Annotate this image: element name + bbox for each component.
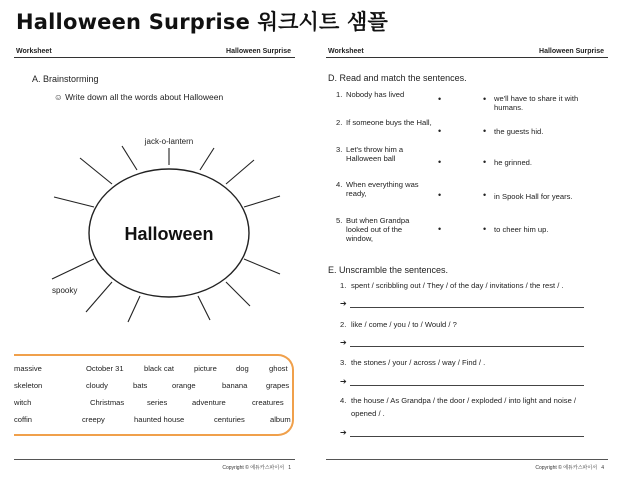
word-bank-word: October 31 <box>86 364 124 373</box>
match-left-text: Nobody has lived <box>346 90 405 99</box>
match-left-text: Let's throw him a Halloween ball <box>346 145 404 163</box>
unscramble-text: like / come / you / to / Would / ? <box>351 320 457 329</box>
spoke <box>244 259 280 274</box>
section-title-match: D. Read and match the sentences. <box>328 73 467 83</box>
spoke-word-left: spooky <box>52 286 78 295</box>
word-bank-word: black cat <box>144 364 174 373</box>
match-dot-left[interactable]: • <box>438 190 442 200</box>
match-dot-left[interactable]: • <box>438 126 442 136</box>
arrow-icon: ➔ <box>340 338 347 347</box>
page-number: 1 <box>288 465 291 471</box>
word-bank-word: adventure <box>192 398 226 407</box>
match-number: 4. <box>336 180 343 189</box>
unscramble-number: 4. <box>340 396 347 405</box>
unscramble-text: spent / scribbling out / They / of the day / invitations / the rest / . <box>351 281 564 290</box>
answer-line[interactable] <box>350 346 584 347</box>
match-number: 5. <box>336 216 343 225</box>
spoke <box>128 296 140 322</box>
unscramble-text: the stones / your / across / way / Find / . <box>351 358 486 367</box>
match-number: 3. <box>336 145 343 154</box>
match-right-text: in Spook Hall for years. <box>494 192 573 201</box>
match-left-text: If someone buys the Hall, <box>346 118 432 127</box>
word-bank-word: dog <box>236 364 249 373</box>
match-dot-right[interactable]: • <box>483 126 487 136</box>
page-title: Halloween Surprise 워크시트 샘플 <box>16 10 389 34</box>
page-footer <box>14 459 295 472</box>
match-right-text: he grinned. <box>494 158 532 167</box>
match-number: 1. <box>336 90 343 99</box>
word-bank-word: skeleton <box>14 381 43 390</box>
word-bank-word: creepy <box>82 415 105 424</box>
center-word: Halloween <box>124 224 214 244</box>
page-number: 4 <box>601 465 604 471</box>
word-bank-word: haunted house <box>134 415 185 424</box>
spoke <box>226 160 254 184</box>
word-bank-word: series <box>147 398 168 407</box>
instruction-line <box>54 92 223 102</box>
match-right-text: we'll have to share it with humans. <box>494 94 579 112</box>
match-dot-left[interactable]: • <box>438 94 442 104</box>
spoke <box>122 146 137 170</box>
answer-line[interactable] <box>350 436 584 437</box>
spoke <box>198 296 210 320</box>
spoke <box>54 197 94 207</box>
arrow-icon: ➔ <box>340 377 347 386</box>
arrow-icon: ➔ <box>340 428 347 437</box>
spoke <box>200 148 214 170</box>
unscramble-number: 2. <box>340 320 347 329</box>
copyright-text: Copyright © 에듀카스파이서 <box>222 465 285 471</box>
spoke <box>80 158 112 184</box>
header-left-label: Worksheet <box>328 48 364 55</box>
match-left-text: But when Grandpa looked out of the window, <box>346 216 410 243</box>
match-dot-right[interactable]: • <box>483 94 487 104</box>
word-bank-word: bats <box>133 381 148 390</box>
match-right-text: to cheer him up. <box>494 225 549 234</box>
word-bank-word: Christmas <box>90 398 125 407</box>
word-bank-word: creatures <box>252 398 284 407</box>
section-title-unscramble: E. Unscramble the sentences. <box>328 265 449 275</box>
match-left-text: When everything was ready, <box>346 180 419 198</box>
unscramble-number: 3. <box>340 358 347 367</box>
copyright-text: Copyright © 에듀카스파이서 <box>535 465 598 471</box>
page-footer <box>326 459 608 472</box>
word-bank-word: massive <box>14 364 42 373</box>
match-dot-right[interactable]: • <box>483 190 487 200</box>
spoke <box>86 282 112 312</box>
word-bank-word: banana <box>222 381 248 390</box>
page-header <box>14 44 295 58</box>
spoke <box>226 282 250 306</box>
word-bank-word: ghost <box>269 364 288 373</box>
header-right-label: Halloween Surprise <box>539 48 604 55</box>
unscramble-text-continued: opened / . <box>351 409 385 418</box>
match-number: 2. <box>336 118 343 127</box>
word-bank-word: picture <box>194 364 217 373</box>
page-header <box>326 44 608 58</box>
header-left-label: Worksheet <box>16 48 52 55</box>
word-bank-word: witch <box>14 398 32 407</box>
header-right-label: Halloween Surprise <box>226 48 291 55</box>
unscramble-text: the house / As Grandpa / the door / exploded / into light and noise / <box>351 396 577 405</box>
word-bank-word: album <box>270 415 291 424</box>
worksheet-page-right <box>326 44 608 472</box>
smiley-icon: ☺ <box>54 92 63 102</box>
spoke <box>244 196 280 207</box>
word-bank-word: orange <box>172 381 196 390</box>
match-dot-right[interactable]: • <box>483 157 487 167</box>
match-dot-right[interactable]: • <box>483 224 487 234</box>
word-bank-word: centuries <box>214 415 245 424</box>
footer-text <box>535 464 604 471</box>
instruction-text: Write down all the words about Halloween <box>65 92 224 102</box>
answer-line[interactable] <box>350 385 584 386</box>
section-title-brainstorming: A. Brainstorming <box>32 74 99 84</box>
match-dot-left[interactable]: • <box>438 224 442 234</box>
unscramble-number: 1. <box>340 281 347 290</box>
word-bank <box>14 354 294 436</box>
match-right-text: the guests hid. <box>494 127 544 136</box>
word-bank-word: coffin <box>14 415 33 424</box>
arrow-icon: ➔ <box>340 299 347 308</box>
spoke-word-top: jack-o-lantern <box>144 137 194 146</box>
footer-text <box>222 464 291 471</box>
spoke <box>52 259 94 279</box>
answer-line[interactable] <box>350 307 584 308</box>
word-bank-word: grapes <box>266 381 290 390</box>
word-bank-word: cloudy <box>86 381 108 390</box>
worksheet-page-left <box>14 44 295 472</box>
brainstorm-diagram <box>14 124 295 354</box>
match-dot-left[interactable]: • <box>438 157 442 167</box>
